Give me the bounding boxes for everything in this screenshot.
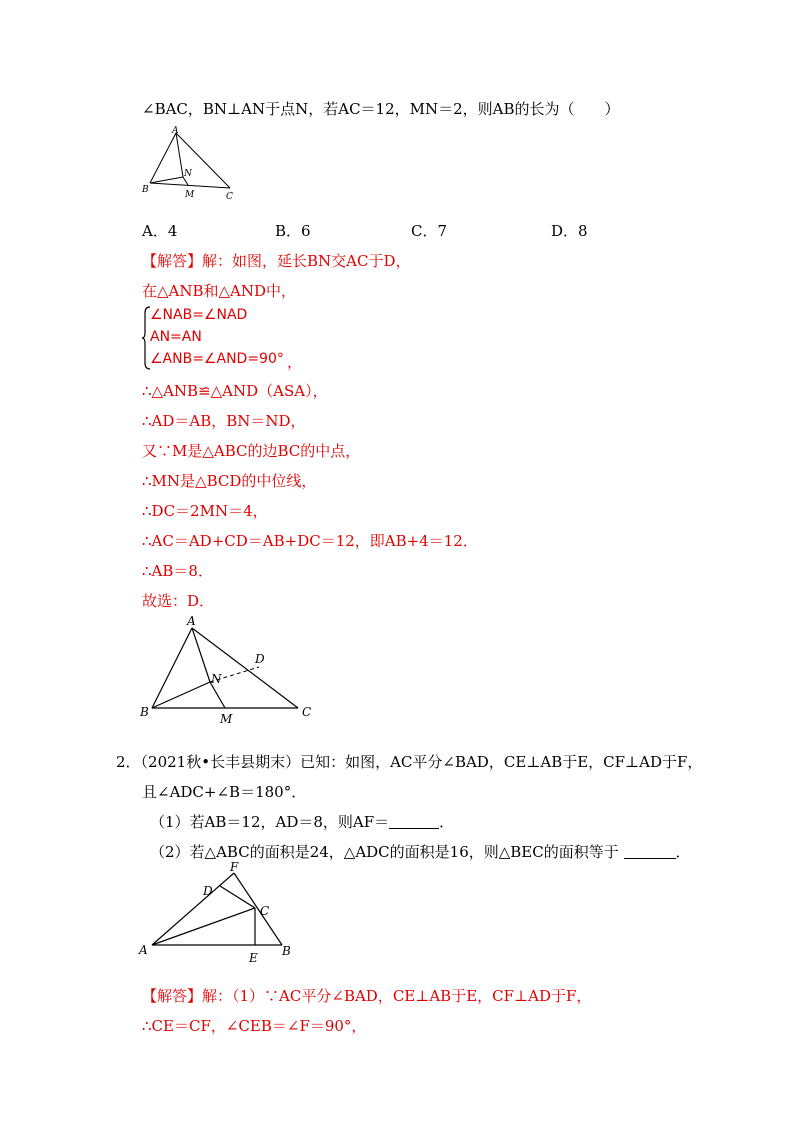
- q2-figure: [135, 862, 305, 967]
- q2-label-A: A: [139, 943, 148, 957]
- sol1-line-7: ∴DC＝2MN＝4，: [142, 502, 268, 520]
- option-a[interactable]: A．4: [142, 222, 178, 240]
- sol1-label-C: C: [302, 705, 312, 719]
- option-c[interactable]: C．7: [411, 222, 448, 240]
- q1-label-C: C: [226, 192, 233, 202]
- answer-tag: 【解答】: [142, 252, 203, 270]
- sol1-line-4: ∴AD＝AB，BN＝ND，: [142, 412, 306, 430]
- sol1-line-5: 又∵M是△ABC的边BC的中点，: [142, 442, 361, 460]
- sol1-line-8: ∴AC＝AD+CD＝AB+DC＝12，即AB+4＝12．: [142, 532, 478, 550]
- sol1-figure: [135, 610, 325, 725]
- sol1-line-1: 【解答】解：如图，延长BN交AC于D，: [142, 252, 411, 270]
- sol1-line-10: 故选：D．: [142, 592, 215, 610]
- answer-blank-2[interactable]: [624, 844, 676, 859]
- sol1-label-B: B: [140, 705, 149, 719]
- system-row-2: AN=AN: [150, 329, 202, 345]
- option-b[interactable]: B．6: [275, 222, 311, 240]
- q1-figure: [140, 125, 250, 205]
- q1-label-A: A: [172, 126, 179, 136]
- system-comma: ，: [287, 353, 303, 371]
- sol1-label-A: A: [187, 614, 196, 628]
- q2-part-1: （1）若AB＝12，AD＝8，则AF＝ ．: [150, 813, 455, 831]
- sol1-line-3: ∴△ANB≌△AND（ASA），: [142, 382, 328, 400]
- sol1-label-D: D: [255, 652, 265, 666]
- q2-stem-2: 且∠ADC+∠B＝180°．: [142, 783, 307, 801]
- q2-number: 2．: [116, 753, 141, 771]
- q2-part-2: （2）若△ABC的面积是24，△ADC的面积是16，则△BEC的面积等于 ．: [150, 843, 691, 861]
- sol2-line-2: ∴CE＝CF，∠CEB＝∠F＝90°，: [142, 1017, 367, 1035]
- q2-label-B: B: [282, 944, 291, 958]
- q1-label-B: B: [142, 185, 149, 195]
- q2-label-C: C: [260, 904, 270, 918]
- q1-stem: ∠BAC，BN⊥AN于点N，若AC＝12，MN＝2，则AB的长为（ ）: [142, 100, 620, 118]
- q2-source: （2021秋•长丰县期末）: [140, 753, 301, 771]
- sol2-line-1: 【解答】解：（1）∵AC平分∠BAD，CE⊥AB于E，CF⊥AD于F，: [142, 987, 592, 1005]
- option-d[interactable]: D．8: [551, 222, 588, 240]
- q1-label-M: M: [185, 190, 195, 200]
- sol1-label-M: M: [220, 712, 233, 726]
- q1-label-N: N: [184, 169, 192, 179]
- q2-stem-1: 2．（2021秋•长丰县期末）已知：如图，AC平分∠BAD，CE⊥AB于E，CF⊥AD于F，: [116, 753, 703, 771]
- system-row-1: ∠NAB=∠NAD: [150, 307, 248, 323]
- sol1-label-N: N: [211, 672, 222, 686]
- sol1-line-2: 在△ANB和△AND中，: [142, 282, 297, 300]
- sol1-line-6: ∴MN是△BCD的中位线，: [142, 472, 317, 490]
- answer-blank-1[interactable]: [389, 814, 439, 829]
- q2-label-D: D: [203, 884, 213, 898]
- q2-label-E: E: [249, 951, 258, 965]
- q2-label-F: F: [230, 860, 239, 874]
- answer-tag-2: 【解答】: [142, 987, 203, 1005]
- sol1-line-9: ∴AB＝8．: [142, 562, 213, 580]
- system-row-3: ∠ANB=∠AND=90°: [150, 351, 284, 367]
